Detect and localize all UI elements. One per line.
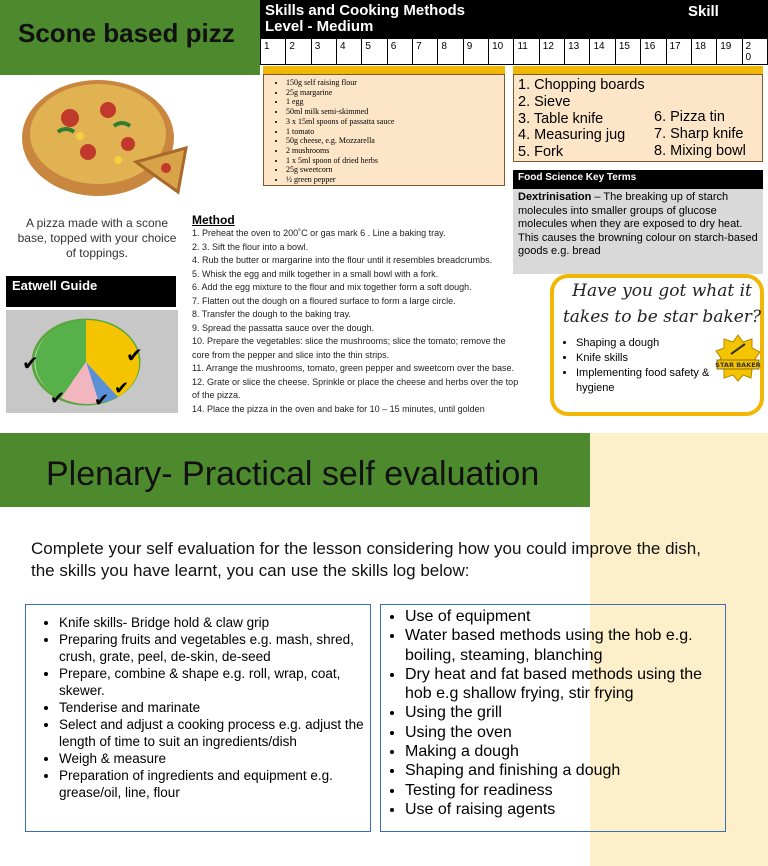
svg-text:✔: ✔ [94, 390, 110, 411]
skill-item: • Water based methods using the hob e.g. boiling, steaming, blanching [405, 626, 725, 665]
skills-title-line1: Skills and Cooking Methods [265, 2, 466, 19]
page-title: Scone based pizz [18, 18, 235, 48]
skill-item: • Dry heat and fat based methods using the hob e.g shallow frying, stir frying [405, 665, 725, 704]
food-science-heading: Food Science Key Terms [513, 170, 763, 189]
equipment-accent-bar [513, 66, 763, 74]
ingredient-item: • ½ green pepper [286, 175, 504, 185]
skills-log-left [25, 604, 371, 832]
scale-cell: 11 [514, 39, 539, 64]
plenary-title: Plenary- Practical self evaluation [46, 455, 540, 493]
scale-cell: 7 [413, 39, 438, 64]
method-step: 5. Whisk the egg and milk together in a small bowl with a fork. [192, 268, 439, 279]
star-baker-item: • Shaping a dough [576, 336, 720, 351]
scale-cell: 2 [286, 39, 311, 64]
ingredient-item: • 50ml milk semi-skimmed [286, 107, 504, 117]
skill-item: • Shaping and finishing a dough [405, 761, 725, 780]
skill-item: • Using the oven [405, 723, 725, 742]
method-step: 7. Flatten out the dough on a floured surface to form a large circle. [192, 295, 456, 306]
star-baker-item: • Implementing food safety & hygiene [576, 366, 720, 396]
method-step: 4. Rub the butter or margarine into the flour until it resembles breadcrumbs. [192, 255, 493, 265]
method-step: 8. Transfer the dough to the baking tray. [192, 309, 351, 319]
eatwell-heading: Eatwell Guide [6, 276, 176, 307]
skill-label: Skill [688, 3, 719, 20]
ingredient-item: • 50g cheese, e.g. Mozzarella [286, 136, 504, 146]
skill-item: • Using the grill [405, 703, 725, 722]
ingredients-accent-bar [263, 66, 505, 74]
skill-scale [260, 38, 768, 65]
skill-item: • Prepare, combine & shape e.g. roll, wrap, coat, skewer. [59, 665, 370, 699]
scale-cell: 16 [641, 39, 666, 64]
skill-item: • Preparing fruits and vegetables e.g. mash, shred, crush, grate, peel, de-skin, de-seed [59, 631, 370, 665]
method-step: 9. Spread the passatta sauce over the dough. [192, 322, 375, 333]
food-science-definition [513, 189, 763, 274]
svg-text:✔: ✔ [126, 343, 143, 367]
equipment-item: 8. Mixing bowl [654, 142, 746, 159]
skill-item: • Tenderise and marinate [59, 699, 370, 716]
equipment-item: 3. Table knife [518, 110, 604, 127]
ingredients-box [263, 74, 505, 186]
ingredients-list [264, 78, 504, 185]
scale-cell: 2 0 [745, 41, 752, 63]
method-steps [192, 227, 522, 416]
equipment-list-right [654, 109, 746, 159]
scale-cell: 17 [667, 39, 692, 64]
equipment-item: 5. Fork [518, 144, 564, 161]
star-baker-badge [714, 334, 762, 382]
scale-cell: 18 [692, 39, 717, 64]
equipment-box [513, 74, 763, 162]
ingredient-item: • 1 x 5ml spoon of dried herbs [286, 156, 504, 166]
skills-title [265, 3, 465, 35]
method-step: 6. Add the egg mixture to the flour and mix together form a soft dough. [192, 282, 472, 292]
scale-cell: 10 [489, 39, 514, 64]
ingredient-item: • 3 x 15ml spoons of passatta sauce [286, 117, 504, 127]
ingredient-item: • 2 mushrooms [286, 146, 504, 156]
scale-cell: 3 [312, 39, 337, 64]
equipment-item: 1. Chopping boards [518, 77, 645, 93]
star-baker-item: • Knife skills [576, 351, 720, 366]
skill-item: • Weigh & measure [59, 750, 370, 767]
skill-item: • Use of equipment [405, 607, 725, 626]
scale-cell: 8 [438, 39, 463, 64]
method-step: 14. Place the pizza in the oven and bake for 10 – 15 minutes, until golden [192, 403, 485, 414]
method-step: 10. Prepare the vegetables: slice the mushrooms; slice the tomato; remove the core from the pepper and slice into the thin strips. [192, 336, 506, 360]
method-heading: Method [192, 213, 235, 227]
ingredient-item: • 25g sweetcorn [286, 165, 504, 175]
skills-title-line2: Level - Medium [265, 18, 374, 35]
scale-cell: 9 [464, 39, 489, 64]
scale-cell: 12 [540, 39, 565, 64]
skill-item: • Preparation of ingredients and equipment e.g. grease/oil, line, flour [59, 767, 370, 801]
scale-cell: 5 [362, 39, 387, 64]
food-science-term: Dextrinisation [518, 191, 592, 203]
ingredient-item: • 1 egg [286, 97, 504, 107]
skill-item: • Knife skills- Bridge hold & claw grip [59, 614, 370, 631]
svg-text:✔: ✔ [50, 388, 66, 409]
equipment-item: 7. Sharp knife [654, 125, 744, 142]
scale-cell: 1 [261, 39, 286, 64]
eatwell-plate-image [6, 310, 178, 413]
scale-cell: 19 [717, 39, 742, 64]
ingredient-item: • 150g self raising flour [286, 78, 504, 88]
skill-item: • Testing for readiness [405, 781, 725, 800]
method-step: 2. 3. Sift the flour into a bowl. [192, 241, 309, 252]
equipment-item: 2. Sieve [518, 93, 571, 110]
skill-item: • Select and adjust a cooking process e.g. adjust the length of time to suit an ingredients/dish [59, 716, 370, 750]
skills-log-right [380, 604, 726, 832]
pizza-image [18, 52, 190, 208]
equipment-item: 4. Measuring jug [518, 127, 626, 144]
food-science-text: – The breaking up of starch molecules into smaller groups of glucose molecules when they are exposed to dry heat. This causes the browning colour on starch-based goods e.g. bread [518, 191, 758, 257]
star-baker-skills [560, 336, 720, 396]
svg-text:✔: ✔ [22, 351, 39, 375]
svg-text:✔: ✔ [114, 378, 130, 399]
skill-item: • Making a dough [405, 742, 725, 761]
scale-cell: 13 [565, 39, 590, 64]
ingredient-item: • 1 tomato [286, 127, 504, 137]
equipment-item: 6. Pizza tin [654, 109, 725, 125]
equipment-list-left [518, 77, 645, 161]
scale-cell: 14 [590, 39, 615, 64]
pizza-caption: A pizza made with a scone base, topped with your choice of toppings. [17, 216, 177, 260]
plenary-intro: Complete your self evaluation for the lesson considering how you could improve the dish, the skills you have learnt, you can use the skills log below: [31, 539, 701, 580]
star-baker-badge-text: STAR BAKER [715, 361, 761, 369]
skill-item: • Use of raising agents [405, 800, 725, 819]
scale-cell: 15 [616, 39, 641, 64]
star-baker-title: Have you got what it takes to be star baker? [562, 281, 762, 327]
scale-cell: 6 [388, 39, 413, 64]
method-step: 12. Grate or slice the cheese. Sprinkle or place the cheese and herbs over the top of the pizza. [192, 376, 519, 400]
ingredient-item: • 25g margarine [286, 88, 504, 98]
method-step: 11. Arrange the mushrooms, tomato, green pepper and sweetcorn over the base. [192, 363, 515, 373]
scale-cell: 4 [337, 39, 362, 64]
method-step: 1. Preheat the oven to 200˚C or gas mark 6 . Line a baking tray. [192, 228, 446, 238]
